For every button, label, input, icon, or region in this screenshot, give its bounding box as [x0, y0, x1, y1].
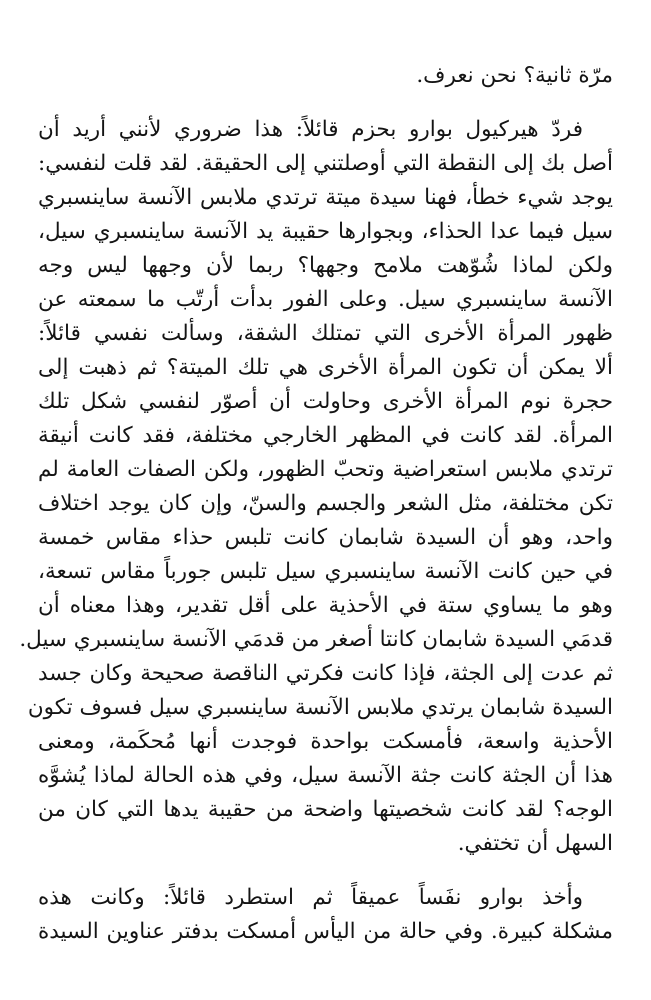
text-line: وأخذ بوارو نفَساً عميقاً ثم استطرد قائلاً: وكانت هذه	[38, 885, 583, 910]
text-line: فردّ هيركيول بوارو بحزم قائلاً: هذا ضروري لأنني أريد أن	[38, 117, 583, 142]
text-line: سيل فيما عدا الحذاء، وبجوارها حقيبة يد الآنسة ساينسبري سيل،	[38, 219, 613, 244]
text-line: ظهور المرأة الأخرى التي تمتلك الشقة، وسألت نفسي قائلاً:	[38, 321, 613, 346]
text-line: تكن مختلفة، مثل الشعر والجسم والسنّ، وإن كان يوجد اختلاف	[38, 491, 613, 516]
text-line: واحد، وهو أن السيدة شابمان كانت تلبس حذاء مقاس خمسة	[38, 525, 613, 550]
text-line: حجرة نوم المرأة الأخرى وحاولت أن أصوّر لنفسي شكل تلك	[38, 389, 613, 414]
text-line: مشكلة كبيرة. وفي حالة من اليأس أمسكت بدفتر عناوين السيدة	[38, 919, 613, 944]
text-line: السهل أن تختفي.	[457, 831, 613, 856]
text-line: هذا أن الجثة كانت جثة الآنسة سيل، وفي هذه الحالة لماذا يُشوَّه	[38, 763, 613, 788]
text-line: أصل بك إلى النقطة التي أوصلتني إلى الحقيقة. لقد قلت لنفسي:	[38, 151, 613, 176]
text-line: يوجد شيء خطأ، فهنا سيدة ميتة ترتدي ملابس الآنسة ساينسبري	[38, 185, 613, 210]
text-line: ترتدي ملابس استعراضية وتحبّ الظهور، ولكن الصفات العامة لم	[38, 457, 613, 482]
book-page	[0, 58, 651, 1000]
text-line: ألا يمكن أن تكون المرأة الأخرى هي تلك الميتة؟ ثم ذهبت إلى	[38, 355, 613, 380]
text-line: الأحذية واسعة، فأمسكت بواحدة فوجدت أنها مُحكَمة، ومعنى	[38, 729, 613, 754]
text-line: المرأة. لقد كانت في المظهر الخارجي مختلفة، فقد كانت أنيقة	[38, 423, 613, 448]
text-line: ثم عدت إلى الجثة، فإذا كانت فكرتي الناقصة صحيحة وكان جسد	[38, 661, 613, 686]
text-line: وهو ما يساوي ستة في الأحذية على أقل تقدير، وهذا معناه أن	[38, 593, 613, 618]
text-line: في حين كانت الآنسة ساينسبري سيل تلبس جورباً مقاس تسعة،	[38, 559, 614, 584]
text-line: السيدة شابمان يرتدي ملابس الآنسة ساينسبري سيل فسوف تكون	[27, 695, 613, 720]
text-line: الآنسة ساينسبري سيل. وعلى الفور بدأت أرتّب ما سمعته عن	[38, 287, 613, 312]
text-line: مرّة ثانية؟ نحن نعرف.	[416, 63, 613, 88]
text-line: الوجه؟ لقد كانت شخصيتها واضحة من حقيبة يدها التي كان من	[38, 797, 613, 822]
text-line: قدمَي السيدة شابمان كانتا أصغر من قدمَي الآنسة ساينسبري سيل.	[19, 627, 613, 652]
text-line: ولكن لماذا شُوّهت ملامح وجهها؟ ربما لأن وجهها ليس وجه	[38, 253, 613, 278]
